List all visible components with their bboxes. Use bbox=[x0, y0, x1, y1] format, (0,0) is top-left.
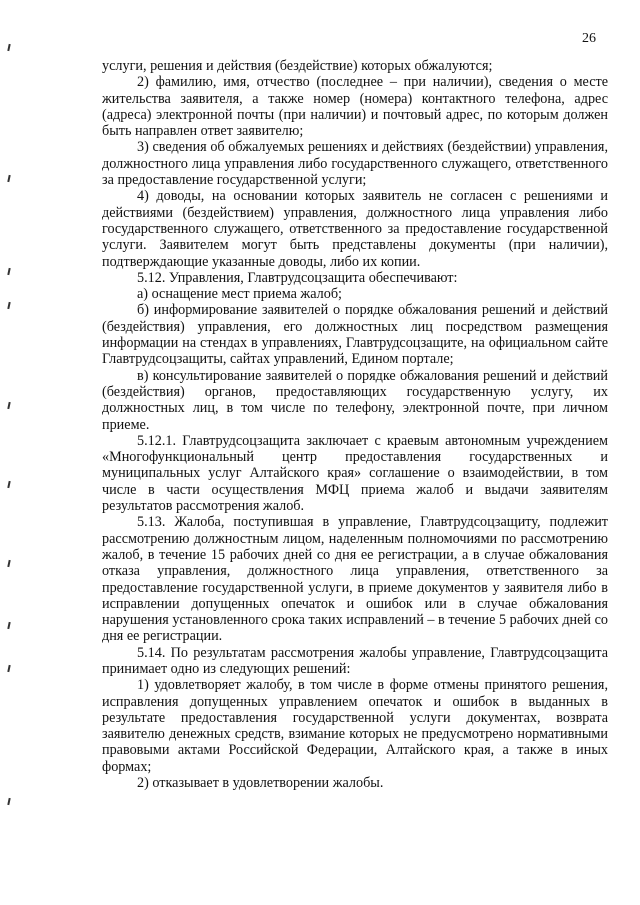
paragraph-5-13: 5.13. Жалоба, поступившая в управление, Главтрудсоцзащиту, подлежит рассмотрению должностным лицом, наделенным полномочиями по рассмотрению жалоб, в течение 15 рабочих дней со дня ее регистрации, а в случае обжалования отказа управления, должностного лица управления, ответственного за предоставление государственной услуги, в приеме документов у заявителя либо в исправлении допущенных опечаток и ошибок или в случае обжалования нарушения установленного срока таких исправлений – в течение 5 рабочих дней со дня ее регистрации. bbox=[102, 514, 608, 645]
paragraph-5-14-2: 2) отказывает в удовлетворении жалобы. bbox=[137, 775, 384, 792]
paragraph-item-4: 4) доводы, на основании которых заявитель не согласен с решениями и действиями (бездействием) управления, должностного лица управления либо государственного служащего, ответственного за предоставление государственной услуги. Заявителем могут быть представлены документы (при наличии), подтверждающие указанные доводы, либо их копии. bbox=[102, 188, 608, 270]
paragraph-5-12-a: а) оснащение мест приема жалоб; bbox=[137, 286, 342, 303]
paragraph-5-12-b: б) информирование заявителей о порядке обжалования решений и действий (бездействия) управления, его должностных лиц посредством размещения информации на стендах в управлениях, Главтрудсоцзащите, на официальном сайте Главтрудсоцзащиты, сайтах управлений, Едином портале; bbox=[102, 302, 608, 368]
scan-margin-mark bbox=[7, 268, 10, 275]
scan-margin-mark bbox=[7, 622, 10, 629]
paragraph-5-12-c: в) консультирование заявителей о порядке обжалования решений и действий (бездействия) органов, предоставляющих государственную услугу, их должностных лиц, в том числе по телефону, электронной почте, при личном приеме. bbox=[102, 367, 608, 433]
paragraph-5-12: 5.12. Управления, Главтрудсоцзащита обеспечивают: bbox=[137, 269, 458, 286]
paragraph-5-14-1: 1) удовлетворяет жалобу, в том числе в форме отмены принятого решения, исправления допущенных управлением опечаток и ошибок в выданных в результате предоставления государственной услуги документах, возврата заявителю денежных средств, взимание которых не предусмотрено нормативными правовыми актами Российской Федерации, Алтайского края, а также в иных формах; bbox=[102, 677, 608, 775]
scan-margin-mark bbox=[7, 302, 10, 309]
paragraph-5-12-1: 5.12.1. Главтрудсоцзащита заключает с краевым автономным учреждением «Многофункциональный центр предоставления государственных и муниципальных услуг Алтайского края» соглашение о взаимодействии, в том числе в части осуществления МФЦ приема жалоб и выдачи заявителям результатов рассмотрения жалоб. bbox=[102, 432, 608, 515]
scan-margin-mark bbox=[7, 481, 10, 488]
scan-margin-mark bbox=[7, 44, 10, 51]
scan-margin-mark bbox=[7, 665, 10, 672]
scan-margin-mark bbox=[7, 175, 10, 182]
scan-margin-mark bbox=[7, 560, 10, 567]
paragraph-5-14: 5.14. По результатам рассмотрения жалобы управление, Главтрудсоцзащита принимает одно из следующих решений: bbox=[102, 644, 608, 677]
page-number: 26 bbox=[582, 31, 596, 46]
paragraph-continuation: услуги, решения и действия (бездействие) которых обжалуются; bbox=[102, 58, 493, 74]
paragraph-item-2: 2) фамилию, имя, отчество (последнее – при наличии), сведения о месте жительства заявителя, а также номер (номера) контактного телефона, адрес (адреса) электронной почты (при наличии) и почтовый адрес, по которым должен быть направлен ответ заявителю; bbox=[102, 74, 608, 140]
paragraph-item-3: 3) сведения об обжалуемых решениях и действиях (бездействии) управления, должностного лица управления либо государственного служащего, ответственного за предоставление государственной услуги; bbox=[102, 139, 608, 189]
scan-margin-mark bbox=[7, 798, 10, 805]
document-body bbox=[102, 58, 608, 791]
scan-margin-mark bbox=[7, 402, 10, 409]
